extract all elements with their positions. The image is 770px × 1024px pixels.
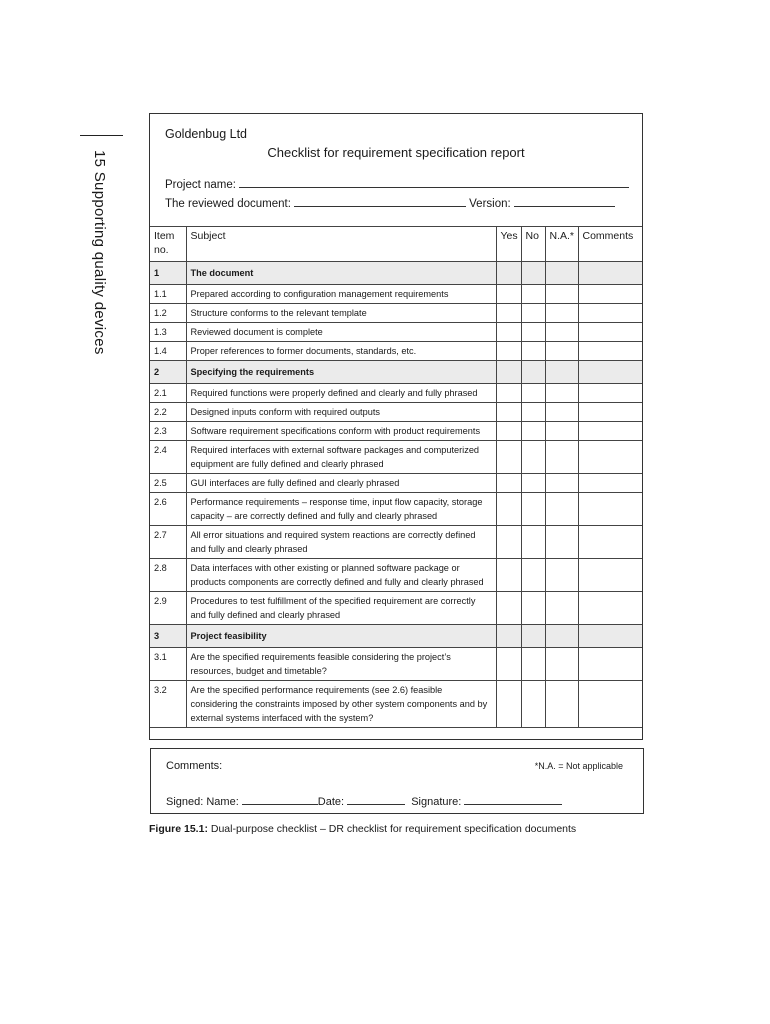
no-cell[interactable] — [521, 323, 545, 342]
item-number: 2.1 — [150, 384, 186, 403]
yes-cell[interactable] — [496, 474, 521, 493]
na-note: *N.A. = Not applicable — [534, 761, 623, 771]
subject-cell: Are the specified requirements feasible considering the project’s resources, budget and timetable? — [186, 648, 496, 681]
subject-cell: Proper references to former documents, standards, etc. — [186, 342, 496, 361]
header-comments: Comments — [578, 227, 642, 262]
comments-cell — [578, 262, 642, 285]
subject-cell: All error situations and required system reactions are correctly defined and fully and clearly phrased — [186, 526, 496, 559]
reviewed-document-field — [165, 195, 615, 210]
chapter-running-title: 15 Supporting quality devices — [91, 150, 108, 355]
version-label: Version: — [469, 198, 511, 210]
yes-cell[interactable] — [496, 323, 521, 342]
checklist-table — [150, 226, 642, 728]
comments-cell[interactable] — [578, 526, 642, 559]
yes-cell[interactable] — [496, 526, 521, 559]
na-cell[interactable] — [545, 526, 578, 559]
subject-cell: GUI interfaces are fully defined and clearly phrased — [186, 474, 496, 493]
comments-box — [150, 748, 644, 814]
table-row — [150, 559, 642, 592]
na-cell[interactable] — [545, 559, 578, 592]
comments-cell[interactable] — [578, 384, 642, 403]
item-number: 2 — [150, 361, 186, 384]
na-cell[interactable] — [545, 441, 578, 474]
na-cell[interactable] — [545, 648, 578, 681]
no-cell[interactable] — [521, 592, 545, 625]
date-label: Date: — [317, 796, 345, 808]
na-cell[interactable] — [545, 342, 578, 361]
no-cell[interactable] — [521, 285, 545, 304]
table-section-row — [150, 361, 642, 384]
header-na: N.A.* — [545, 227, 578, 262]
no-cell[interactable] — [521, 648, 545, 681]
table-row — [150, 304, 642, 323]
yes-cell[interactable] — [496, 342, 521, 361]
na-cell[interactable] — [545, 422, 578, 441]
yes-cell[interactable] — [496, 304, 521, 323]
yes-cell[interactable] — [496, 403, 521, 422]
item-number: 2.3 — [150, 422, 186, 441]
comments-cell[interactable] — [578, 422, 642, 441]
header-subject: Subject — [186, 227, 496, 262]
yes-cell[interactable] — [496, 493, 521, 526]
subject-cell: Software requirement specifications conform with product requirements — [186, 422, 496, 441]
no-cell[interactable] — [521, 403, 545, 422]
version-blank[interactable] — [514, 195, 615, 207]
no-cell[interactable] — [521, 526, 545, 559]
item-number: 2.2 — [150, 403, 186, 422]
form-title: Checklist for requirement specification report — [267, 145, 525, 160]
table-section-row — [150, 625, 642, 648]
item-number: 1.1 — [150, 285, 186, 304]
yes-cell — [496, 262, 521, 285]
project-name-field — [165, 176, 629, 191]
na-cell[interactable] — [545, 285, 578, 304]
na-cell[interactable] — [545, 323, 578, 342]
yes-cell[interactable] — [496, 441, 521, 474]
header-item-no: Item no. — [150, 227, 186, 262]
comments-cell[interactable] — [578, 285, 642, 304]
no-cell[interactable] — [521, 559, 545, 592]
item-number: 2.6 — [150, 493, 186, 526]
comments-cell[interactable] — [578, 493, 642, 526]
subject-cell: Required functions were properly defined and clearly and fully phrased — [186, 384, 496, 403]
yes-cell[interactable] — [496, 648, 521, 681]
na-cell — [545, 361, 578, 384]
yes-cell[interactable] — [496, 384, 521, 403]
table-row — [150, 493, 642, 526]
date-blank[interactable] — [347, 793, 405, 805]
section-title: Specifying the requirements — [186, 361, 496, 384]
signed-name-label: Signed: Name: — [166, 796, 239, 808]
na-cell[interactable] — [545, 493, 578, 526]
subject-cell: Data interfaces with other existing or planned software package or products components are correctly defined and fully and clearly phrased — [186, 559, 496, 592]
no-cell[interactable] — [521, 384, 545, 403]
item-number: 2.4 — [150, 441, 186, 474]
comments-cell[interactable] — [578, 323, 642, 342]
subject-cell: Procedures to test fulfillment of the specified requirement are correctly and fully defined and clearly phrased — [186, 592, 496, 625]
na-cell[interactable] — [545, 474, 578, 493]
subject-cell: Performance requirements – response time, input flow capacity, storage capacity – are correctly defined and fully and clearly phrased — [186, 493, 496, 526]
comments-cell[interactable] — [578, 592, 642, 625]
table-row — [150, 403, 642, 422]
comments-cell[interactable] — [578, 403, 642, 422]
comments-cell — [578, 625, 642, 648]
table-row — [150, 681, 642, 728]
comments-cell[interactable] — [578, 342, 642, 361]
table-row — [150, 441, 642, 474]
signature-label: Signature: — [411, 796, 462, 808]
comments-label: Comments: — [166, 760, 223, 772]
na-cell[interactable] — [545, 384, 578, 403]
no-cell[interactable] — [521, 681, 545, 728]
subject-cell: Required interfaces with external software packages and computerized equipment are fully defined and clearly phrased — [186, 441, 496, 474]
company-name: Goldenbug Ltd — [165, 127, 248, 141]
subject-cell: Prepared according to configuration management requirements — [186, 285, 496, 304]
no-cell — [521, 625, 545, 648]
na-cell — [545, 625, 578, 648]
item-number: 2.7 — [150, 526, 186, 559]
signature-line — [166, 793, 562, 808]
table-section-row — [150, 262, 642, 285]
subject-cell: Structure conforms to the relevant template — [186, 304, 496, 323]
comments-cell — [578, 361, 642, 384]
table-row — [150, 384, 642, 403]
yes-cell — [496, 361, 521, 384]
na-cell[interactable] — [545, 592, 578, 625]
comments-cell[interactable] — [578, 648, 642, 681]
yes-cell[interactable] — [496, 681, 521, 728]
yes-cell[interactable] — [496, 592, 521, 625]
chapter-rule — [80, 135, 123, 136]
no-cell — [521, 262, 545, 285]
na-cell[interactable] — [545, 681, 578, 728]
na-cell[interactable] — [545, 304, 578, 323]
subject-cell: Are the specified performance requirements (see 2.6) feasible considering the constraints imposed by other system components and by external systems interfaced with the system? — [186, 681, 496, 728]
yes-cell[interactable] — [496, 559, 521, 592]
item-number: 3.1 — [150, 648, 186, 681]
item-number: 1.2 — [150, 304, 186, 323]
section-title: The document — [186, 262, 496, 285]
no-cell[interactable] — [521, 441, 545, 474]
yes-cell — [496, 625, 521, 648]
table-row — [150, 592, 642, 625]
no-cell[interactable] — [521, 422, 545, 441]
section-title: Project feasibility — [186, 625, 496, 648]
reviewed-document-label: The reviewed document: — [165, 198, 291, 210]
subject-cell: Designed inputs conform with required outputs — [186, 403, 496, 422]
item-number: 1.4 — [150, 342, 186, 361]
item-number: 3 — [150, 625, 186, 648]
project-name-label: Project name: — [165, 179, 236, 191]
item-number: 1 — [150, 262, 186, 285]
comments-cell[interactable] — [578, 474, 642, 493]
na-cell[interactable] — [545, 403, 578, 422]
item-number: 2.5 — [150, 474, 186, 493]
table-row — [150, 285, 642, 304]
project-name-blank[interactable] — [239, 176, 629, 188]
signature-blank[interactable] — [464, 793, 562, 805]
table-row — [150, 422, 642, 441]
table-row — [150, 323, 642, 342]
subject-cell: Reviewed document is complete — [186, 323, 496, 342]
yes-cell[interactable] — [496, 422, 521, 441]
figure-caption-text: Dual-purpose checklist – DR checklist for requirement specification documents — [207, 823, 577, 835]
figure-caption — [149, 823, 576, 835]
comments-cell[interactable] — [578, 559, 642, 592]
no-cell[interactable] — [521, 342, 545, 361]
signed-name-blank[interactable] — [242, 793, 318, 805]
no-cell[interactable] — [521, 493, 545, 526]
header-no: No — [521, 227, 545, 262]
figure-label: Figure 15.1: — [149, 823, 208, 835]
item-number: 3.2 — [150, 681, 186, 728]
header-yes: Yes — [496, 227, 521, 262]
reviewed-document-blank[interactable] — [294, 195, 466, 207]
yes-cell[interactable] — [496, 285, 521, 304]
comments-cell[interactable] — [578, 681, 642, 728]
comments-cell[interactable] — [578, 441, 642, 474]
na-cell — [545, 262, 578, 285]
table-row — [150, 342, 642, 361]
no-cell[interactable] — [521, 304, 545, 323]
table-header-row — [150, 227, 642, 262]
no-cell[interactable] — [521, 474, 545, 493]
table-row — [150, 648, 642, 681]
table-row — [150, 474, 642, 493]
no-cell — [521, 361, 545, 384]
comments-cell[interactable] — [578, 304, 642, 323]
table-row — [150, 526, 642, 559]
item-number: 2.9 — [150, 592, 186, 625]
item-number: 1.3 — [150, 323, 186, 342]
checklist-form — [149, 113, 643, 740]
item-number: 2.8 — [150, 559, 186, 592]
